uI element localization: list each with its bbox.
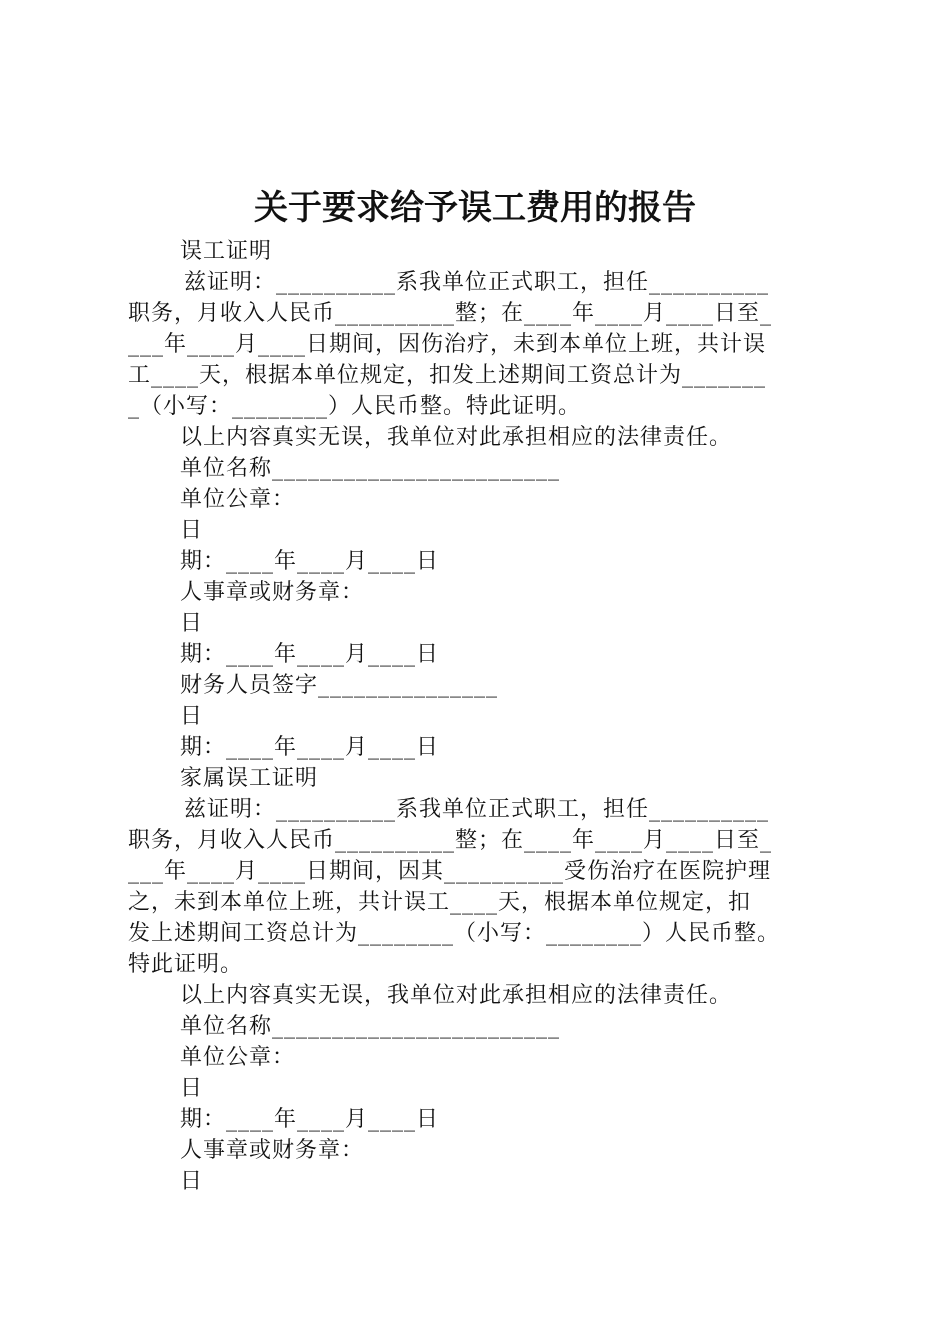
paragraph-line: 工____天，根据本单位规定，扣发上述期间工资总计为_______ <box>128 363 767 388</box>
date-line: 期：____年____月____日 <box>180 1107 440 1132</box>
unit-seal-line: 单位公章： <box>180 487 296 512</box>
date-line: 期：____年____月____日 <box>180 642 440 667</box>
unit-seal-line: 单位公章： <box>180 1045 296 1070</box>
paragraph-line: 发上述期间工资总计为________（小写：________）人民币整。 <box>128 921 781 946</box>
paragraph-line: 职务，月收入人民币__________整；在____年____月____日至_ <box>128 828 773 853</box>
date-label-line: 日 <box>180 704 204 729</box>
date-label-line: 日 <box>180 611 204 636</box>
paragraph-line: 职务，月收入人民币__________整；在____年____月____日至_ <box>128 301 773 326</box>
section-heading: 误工证明 <box>180 239 273 264</box>
paragraph-line: 特此证明。 <box>128 952 244 977</box>
paragraph-line: _（小写：________）人民币整。特此证明。 <box>128 394 582 419</box>
paragraph-line: 之，未到本单位上班，共计误工____天，根据本单位规定，扣 <box>128 890 752 915</box>
unit-name-line: 单位名称________________________ <box>180 456 561 481</box>
declaration-line: 以上内容真实无误，我单位对此承担相应的法律责任。 <box>180 983 733 1008</box>
unit-name-line: 单位名称________________________ <box>180 1014 561 1039</box>
personnel-seal-line: 人事章或财务章： <box>180 580 365 605</box>
document-body <box>128 236 848 1197</box>
date-label-line: 日 <box>180 1076 204 1101</box>
finance-signature-line: 财务人员签字_______________ <box>180 673 499 698</box>
personnel-seal-line: 人事章或财务章： <box>180 1138 365 1163</box>
paragraph-line: ___年____月____日期间，因其__________受伤治疗在医院护理 <box>128 859 772 884</box>
paragraph-line: 兹证明：__________系我单位正式职工，担任__________ <box>184 270 770 295</box>
date-label-line: 日 <box>180 1169 204 1194</box>
date-line: 期：____年____月____日 <box>180 735 440 760</box>
date-label-line: 日 <box>180 518 204 543</box>
document-title: 关于要求给予误工费用的报告 <box>254 188 696 228</box>
paragraph-line: ___年____月____日期间，因伤治疗，未到本单位上班，共计误 <box>128 332 767 357</box>
date-line: 期：____年____月____日 <box>180 549 440 574</box>
section-heading: 家属误工证明 <box>180 766 319 791</box>
paragraph-line: 兹证明：__________系我单位正式职工，担任__________ <box>184 797 770 822</box>
declaration-line: 以上内容真实无误，我单位对此承担相应的法律责任。 <box>180 425 733 450</box>
